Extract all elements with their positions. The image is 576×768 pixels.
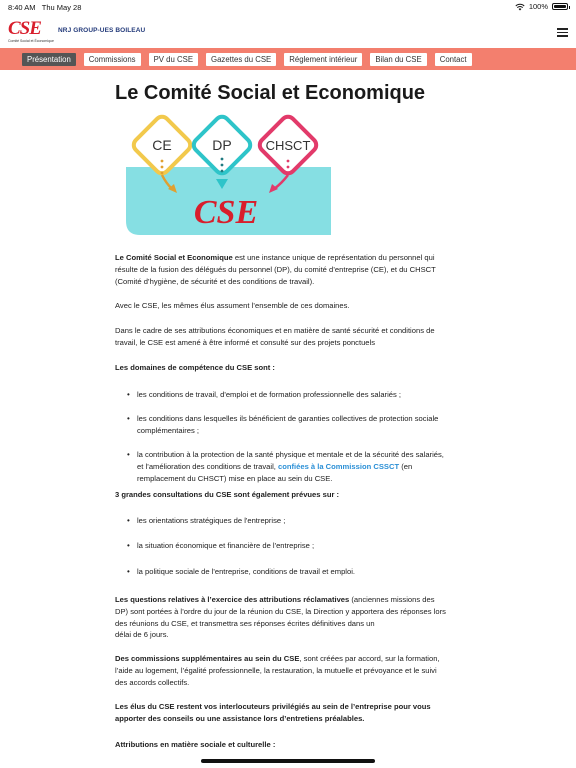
home-indicator[interactable] bbox=[201, 759, 375, 763]
commissions-paragraph: Des commissions supplémentaires au sein du CSE, sont créées par accord, sur la formation, l’aide au logement, l’égalité professionnelle, la restauration, la mutuelle et prévoyance et le suivi des accords collectifs. bbox=[115, 654, 440, 687]
battery-icon bbox=[552, 3, 568, 10]
nav-commissions[interactable]: Commissions bbox=[84, 53, 141, 66]
nav-presentation[interactable]: Présentation bbox=[22, 53, 76, 66]
hero-label-chsct: CHSCT bbox=[265, 138, 311, 153]
hero-label-dp: DP bbox=[212, 137, 232, 153]
logo-subtitle: Comité Social et Économique bbox=[8, 39, 54, 43]
hero-cse-logo: CSE bbox=[193, 194, 259, 231]
paragraph-attributions: Dans le cadre de ses attributions économiques et en matière de santé sécurité et conditions de travail, le CSE est amené à être informé et consulté sur des projets ponctuels bbox=[115, 326, 435, 347]
attributions-heading: Attributions en matière sociale et culturelle : bbox=[115, 740, 276, 749]
main-nav bbox=[0, 48, 576, 70]
battery-percent: 100% bbox=[528, 2, 548, 11]
elected-paragraph: Les élus du CSE restent vos interlocuteurs privilégiés au sein de l’entreprise pour vous apporter des conseils ou une assistance lors d’entretiens préalables. bbox=[115, 702, 431, 723]
status-right bbox=[515, 2, 568, 11]
main-content bbox=[115, 70, 460, 241]
consultation-item: • la situation économique et financière de l'entreprise ; bbox=[127, 540, 460, 552]
status-time: 8:40 AM Thu May 28 bbox=[8, 3, 82, 12]
consultation-item: • les orientations stratégiques de l'entreprise ; bbox=[127, 515, 460, 527]
consultation-item: • la politique sociale de l'entreprise, conditions de travail et emploi. bbox=[127, 566, 460, 578]
hero-image bbox=[122, 109, 335, 241]
questions-paragraph: Les questions relatives à l’exercice des attributions réclamatives (anciennes missions des DP) sont portées à l’ordre du jour de la réunion du CSE, la Direction y apportera des réponses lors des réunions du CSE, et transmettra ses réponses écrites définitives dans un délai de 6 jours. bbox=[115, 595, 446, 640]
cse-illustration bbox=[122, 109, 335, 241]
nav-gazettes[interactable]: Gazettes du CSE bbox=[206, 53, 276, 66]
status-bar bbox=[0, 0, 576, 14]
battery-fill bbox=[554, 5, 566, 8]
app-header bbox=[0, 14, 576, 50]
cssct-link[interactable]: confiées à la Commission CSSCT bbox=[277, 461, 400, 471]
hero-label-ce: CE bbox=[152, 137, 172, 153]
domain-item: • les conditions de travail, d'emploi et de formation professionnelle des salariés ; bbox=[127, 389, 460, 401]
logo-mark: CSE bbox=[8, 18, 41, 39]
intro-paragraph: Le Comité Social et Economique est une instance unique de représentation du personnel qui résulte de la fusion des délégués du personnel (DP), du comité d’entreprise (CE), et du CHSCT (Comité d’hygiène, de sécurité et des conditions de travail). bbox=[115, 253, 436, 286]
nav-bilan[interactable]: Bilan du CSE bbox=[370, 53, 426, 66]
cse-logo[interactable] bbox=[8, 18, 58, 43]
nav-contact[interactable]: Contact bbox=[435, 53, 472, 66]
domain-item: • les conditions dans lesquelles ils bénéficient de garanties collectives de protection sociale complémentaires ; bbox=[127, 413, 460, 437]
paragraph-same-elected: Avec le CSE, les mêmes élus assument l’ensemble de ces domaines. bbox=[115, 301, 350, 310]
domains-heading: Les domaines de compétence du CSE sont : bbox=[115, 363, 275, 372]
wifi-icon bbox=[515, 3, 525, 11]
nav-pv-du-cse[interactable]: PV du CSE bbox=[149, 53, 198, 66]
nav-reglement[interactable]: Réglement intérieur bbox=[284, 53, 362, 66]
brand-name: NRJ GROUP-UES BOILEAU bbox=[58, 27, 146, 34]
domain-item: • la contribution à la protection de la santé physique et mentale et de la sécurité des salariés, et l’amélioration des conditions de travail, confiées à la Commission CSSCT (en remplacement du CHSCT) mise en place au sein du CSE. bbox=[127, 449, 460, 484]
consultations-heading: 3 grandes consultations du CSE sont également prévues sur : bbox=[115, 490, 340, 499]
page-title: Le Comité Social et Economique bbox=[115, 82, 426, 104]
menu-icon[interactable] bbox=[557, 28, 568, 37]
